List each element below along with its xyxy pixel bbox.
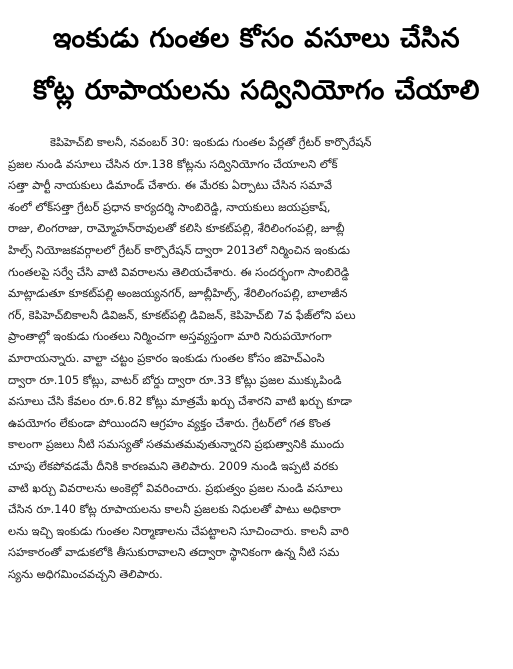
body-line: మారాయన్నారు. వాల్టా చట్టం ప్రకారం ఇంకుడు గుంతల కోసం జిహెచ్ఎంసి bbox=[8, 350, 325, 365]
body-line: ప్రజల నుండి వసూలు చేసిన రూ.138 కోట్లను సద్వినియోగం చేయాలని లోక్ bbox=[8, 156, 338, 171]
article-body bbox=[8, 132, 505, 585]
body-line: చూపు లేకపోవడమే దీనికి కారణమని తెలిపారు. 2009 నుండి ఇప్పటి వరకు bbox=[8, 458, 339, 473]
body-line: వాటి ఖర్చు వివరాలను అంకెల్లో వివరించారు. ప్రభుత్వం ప్రజల నుండి వసూలు bbox=[8, 480, 343, 495]
body-line: ద్వారా రూ.105 కోట్లు, వాటర్ బోర్డు ద్వారా రూ.33 కోట్లు ప్రజల ముక్కుపిండి bbox=[8, 372, 342, 387]
body-line: ఉపయోగం లేకుండా పోయిందని ఆగ్రహం వ్యక్తం చేశారు. గ్రేటర్‌లో గత కొంత bbox=[8, 415, 331, 430]
headline-line-1: ఇంకుడు గుంతల కోసం వసూలు చేసిన bbox=[52, 23, 461, 54]
newspaper-clipping bbox=[6, 6, 507, 663]
body-line: సత్తా పార్టీ నాయకులు డిమాండ్ చేశారు. ఈ మేరకు ఏర్పాటు చేసిన సమావే bbox=[8, 178, 332, 193]
body-line: సహకారంతో వాడుకలోకి తీసుకురావాలని తద్వారా స్థానికంగా ఉన్న నీటి సమ bbox=[8, 545, 340, 560]
body-line: చేసిన రూ.140 కోట్ల రూపాయలను కాలనీ ప్రజలకు నిధులతో పాటు అధికారా bbox=[8, 502, 341, 517]
body-line: గర్, కెపిహెచ్‌బికాలనీ డివిజన్, కూకట్‌పల్లి డివిజన్, కెపిహెచ్‌బి 7వ ఫేజ్‌లోని పలు bbox=[8, 307, 356, 322]
headline bbox=[6, 14, 507, 118]
body-line: ప్రాంతాల్లో ఇంకుడు గుంతలు నిర్మించగా అస్తవ్యస్తంగా మారి నిరుపయోగంగా bbox=[8, 329, 332, 344]
body-line: లను ఇచ్చి ఇంకుడు గుంతల నిర్మాణాలను చేపట్టాలని సూచించారు. కాలనీ వారి bbox=[8, 523, 350, 538]
headline-line-2: కోట్ల రూపాయలను సద్వినియోగం చేయాలి bbox=[33, 75, 480, 106]
body-line: స్యను అధిగమించవచ్చని తెలిపారు. bbox=[8, 566, 163, 581]
body-line: కెపిహెచ్‌బి కాలనీ, నవంబర్ 30: ఇంకుడు గుంతల పేర్లతో గ్రేటర్ కార్పొరేషన్ bbox=[50, 135, 372, 149]
body-line: వసూలు చేసి కేవలం రూ.6.82 కోట్లు మాత్రమే ఖర్చు చేశారని వాటి ఖర్చు కూడా bbox=[8, 394, 352, 409]
body-line: మాట్లాడుతూ కూకట్‌పల్లి అంజయ్యనగర్, జూబ్లీహిల్స్, శేరిలింగంపల్లి, బాలాజీన bbox=[8, 286, 348, 301]
body-line: గుంతలపై సర్వే చేసి వాటి వివరాలను తెలియచేశారు. ఈ సందర్భంగా సాంబిరెడ్డి bbox=[8, 264, 350, 279]
body-line: కాలంగా ప్రజలు నీటి సమస్యతో సతమతమవుతున్నారని ప్రభుత్వానికి ముందు bbox=[8, 437, 345, 452]
body-line: శంలో లోక్‌సత్తా గ్రేటర్ ప్రధాన కార్యదర్శి సాంబిరెడ్డి, నాయకులు జయప్రకాష్, bbox=[8, 199, 331, 214]
body-line: రాజు, లింగరాజు, రామ్మోహన్‌రావులతో కలిసి కూకట్‌పల్లి, శేరిలింగంపల్లి, జూబ్లీ bbox=[8, 221, 345, 236]
body-line: హిల్స్ నియోజకవర్గాలలో గ్రేటర్ కార్పొరేషన్ ద్వారా 2013లో నిర్మించిన ఇంకుడు bbox=[8, 242, 350, 257]
